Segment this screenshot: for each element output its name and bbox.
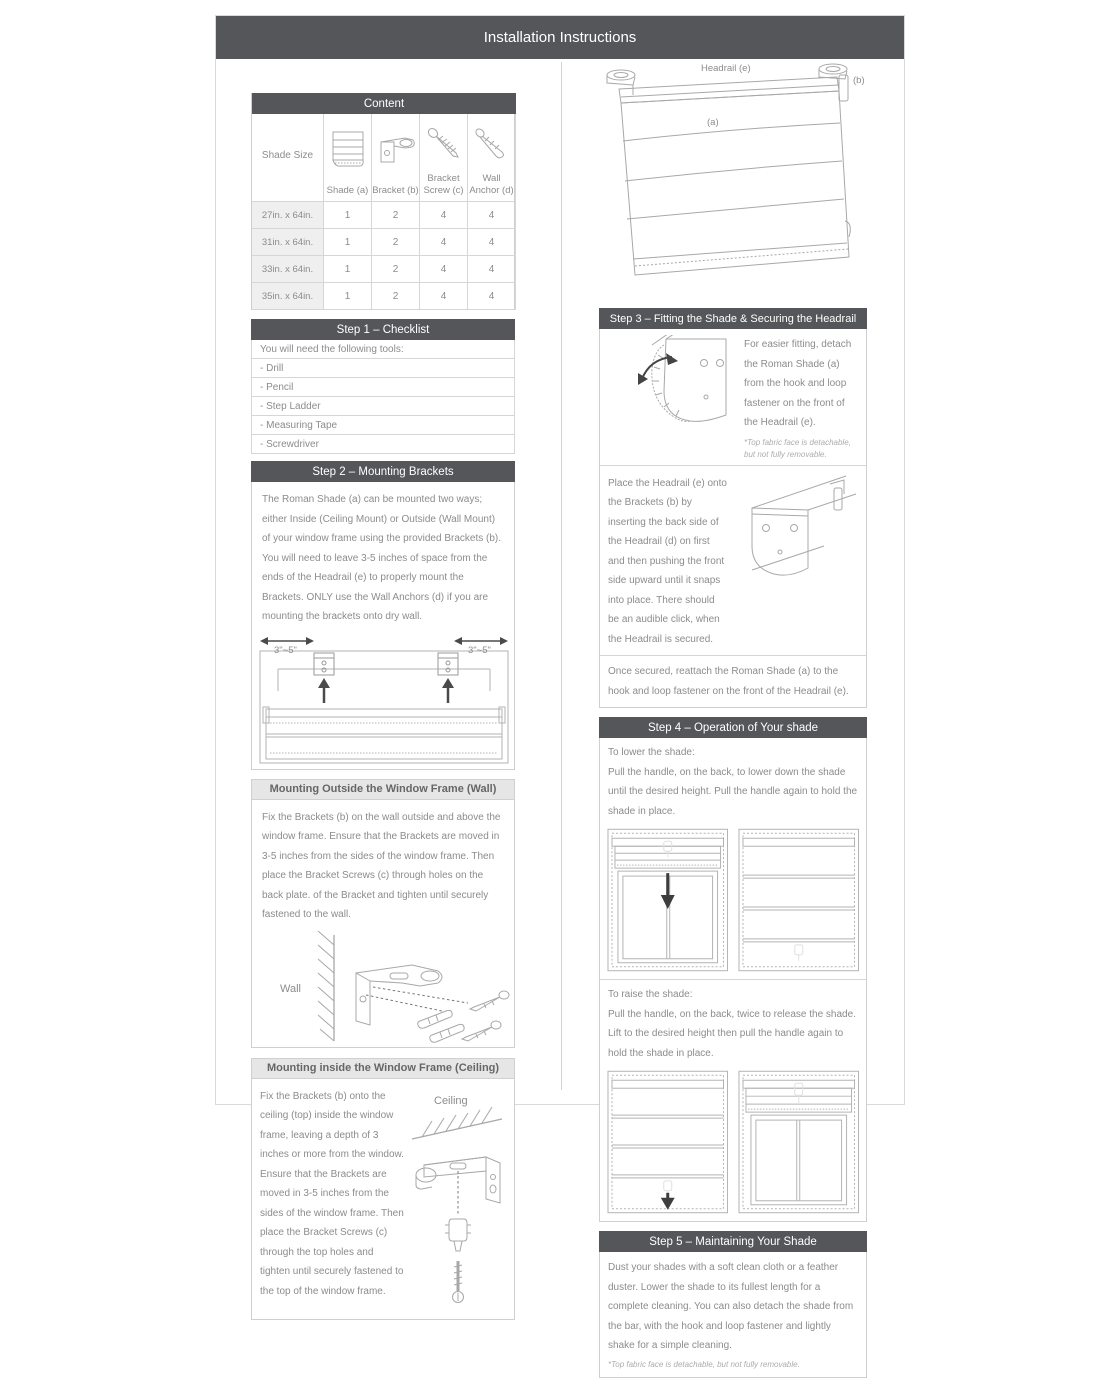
step4-raise-diagrams — [600, 1065, 866, 1221]
step4-raise-heading: To raise the shade: — [608, 989, 693, 1000]
step3-block3: Once secured, reattach the Roman Shade (a) to the hook and loop fastener on the front of the Headrail (e). — [600, 655, 866, 707]
step4-lower-body: Pull the handle, on the back, to lower down the shade until the desired height. Pull the handle again to hold the shade in place. — [608, 766, 858, 817]
table-row-size: 35in. x 64in. — [252, 283, 324, 310]
checklist-item: - Step Ladder — [251, 397, 515, 416]
table-cell: 4 — [420, 202, 468, 229]
ceiling-mount-section — [251, 1058, 515, 1320]
content-col-shade — [324, 114, 372, 202]
window-shade-raised-arrow — [606, 827, 730, 973]
headrail-figure — [599, 61, 867, 303]
table-cell: 1 — [324, 283, 372, 310]
table-cell: 1 — [324, 256, 372, 283]
step5-note: *Top fabric face is detachable, but not fully removable. — [608, 1359, 800, 1369]
checklist-item: - Screwdriver — [251, 435, 515, 454]
step3-block1-note: *Top fabric face is detachable, but not fully removable. — [744, 437, 851, 459]
bracket-b-label: (b) — [853, 75, 865, 86]
ceiling-mount-body: Fix the Brackets (b) onto the ceiling (top) inside the window frame, leaving a depth of 3 inches or more from the window. Ensure that the Brackets are moved in 3-5 inches from the sides of the window frame. Then place the Bracket Screws (c) through the top holes and tighten until securely fastened to the top of the window frame. — [260, 1090, 404, 1297]
shade-a-label: (a) — [707, 117, 719, 128]
step4-section — [599, 717, 867, 1222]
checklist-item: - Measuring Tape — [251, 416, 515, 435]
content-col-anchor-label: Wall Anchor (d) — [469, 173, 514, 197]
step4-lower-heading: To lower the shade: — [608, 747, 695, 758]
distance-label-right: 3"~5" — [468, 644, 491, 656]
wall-anchor-icon — [472, 114, 512, 173]
window-shade-lowered-arrow — [606, 1069, 730, 1215]
content-col-bracket — [372, 114, 420, 202]
ceiling-mount-title: Mounting inside the Window Frame (Ceiling) — [251, 1058, 515, 1079]
table-cell: 2 — [372, 202, 420, 229]
wall-mount-body: Fix the Brackets (b) on the wall outside and above the window frame. Ensure that the Brackets are moved in 3-5 inches from the sides of the window frame. Then place the Bracket Screws (c) through holes on the back plate. of the Bracket and tighten until securely fastened to the wall. — [262, 811, 501, 920]
content-col-shade-label: Shade (a) — [326, 185, 369, 197]
step1-intro: You will need the following tools: — [251, 340, 515, 359]
ceiling-mount-diagram — [410, 1087, 506, 1313]
window-shade-raised — [737, 1069, 861, 1215]
table-row-size: 27in. x 64in. — [252, 202, 324, 229]
table-cell: 2 — [372, 256, 420, 283]
step4-raise-body: Pull the handle, on the back, twice to release the shade. Lift to the desired height then pull the handle again to hold the shade in place. — [608, 1008, 856, 1059]
shade-icon — [329, 114, 367, 185]
step5-section — [599, 1231, 867, 1378]
step2-section — [251, 461, 515, 770]
bracket-screw-icon — [424, 114, 464, 173]
step2-body: The Roman Shade (a) can be mounted two ways; either Inside (Ceiling Mount) or Outside (Wall Mount) of your window frame using the provided Brackets (b). You will need to leave 3-5 inches of space from the ends of the Headrail (e) to properly mount the Brackets. ONLY use the Wall Anchors (d) if you are mounting the brackets onto dry wall. — [262, 494, 501, 622]
step1-title: Step 1 – Checklist — [251, 319, 515, 340]
content-col-anchor — [468, 114, 516, 202]
distance-label-left: 3"~5" — [274, 644, 297, 656]
table-row-size: 33in. x 64in. — [252, 256, 324, 283]
step2-title: Step 2 – Mounting Brackets — [251, 461, 515, 482]
table-cell: 2 — [372, 283, 420, 310]
right-column — [599, 61, 867, 1378]
table-cell: 4 — [468, 256, 516, 283]
step3-section — [599, 308, 867, 708]
table-cell: 4 — [468, 283, 516, 310]
wall-mount-diagram — [252, 929, 514, 1047]
step4-lower-diagrams — [600, 823, 866, 979]
checklist-item: - Pencil — [251, 378, 515, 397]
wall-label: Wall — [280, 982, 301, 995]
table-cell: 1 — [324, 202, 372, 229]
step1-section — [251, 319, 515, 454]
table-row-size: 31in. x 64in. — [252, 229, 324, 256]
bracket-icon — [375, 114, 417, 185]
checklist-item: - Drill — [251, 359, 515, 378]
step3-diagram-detach — [608, 335, 736, 461]
step3-block2: Place the Headrail (e) onto the Brackets (b) by inserting the back side of the Headrail (d) on first and then pushing the front side upward until it snaps into place. There should be an audible click, when the Headrail is secured. — [608, 477, 727, 645]
table-cell: 2 — [372, 229, 420, 256]
step3-title: Step 3 – Fitting the Shade & Securing the Headrail — [599, 308, 867, 329]
table-cell: 4 — [420, 256, 468, 283]
content-table-title: Content — [252, 93, 516, 114]
content-table-row-header: Shade Size — [252, 114, 324, 202]
content-col-screw — [420, 114, 468, 202]
step5-title: Step 5 – Maintaining Your Shade — [599, 1231, 867, 1252]
table-cell: 4 — [420, 283, 468, 310]
step2-diagram — [252, 631, 514, 769]
content-table — [251, 93, 515, 310]
page-title: Installation Instructions — [216, 16, 904, 59]
table-cell: 4 — [420, 229, 468, 256]
table-cell: 4 — [468, 202, 516, 229]
step3-block1: For easier fitting, detach the Roman Shade (a) from the hook and loop fastener on the front of the Headrail (e). — [744, 339, 852, 428]
instruction-sheet — [215, 15, 905, 1369]
window-shade-lowered — [737, 827, 861, 973]
step3-diagram-snap — [728, 474, 858, 650]
wall-mount-title: Mounting Outside the Window Frame (Wall) — [251, 779, 515, 800]
left-column — [251, 93, 515, 1320]
wall-mount-section — [251, 779, 515, 1048]
content-col-screw-label: Bracket Screw (c) — [423, 173, 464, 197]
content-col-bracket-label: Bracket (b) — [372, 185, 419, 197]
table-cell: 1 — [324, 229, 372, 256]
headrail-label: Headrail (e) — [701, 63, 751, 74]
column-divider — [561, 62, 562, 1090]
step4-title: Step 4 – Operation of Your shade — [599, 717, 867, 738]
ceiling-label: Ceiling — [434, 1094, 468, 1107]
table-cell: 4 — [468, 229, 516, 256]
step5-body: Dust your shades with a soft clean cloth or a feather duster. Lower the shade to its fullest length for a complete cleaning. You can also detach the shade from the bar, with the hook and loop fastener and lightly shake for a simple cleaning. — [608, 1262, 854, 1351]
